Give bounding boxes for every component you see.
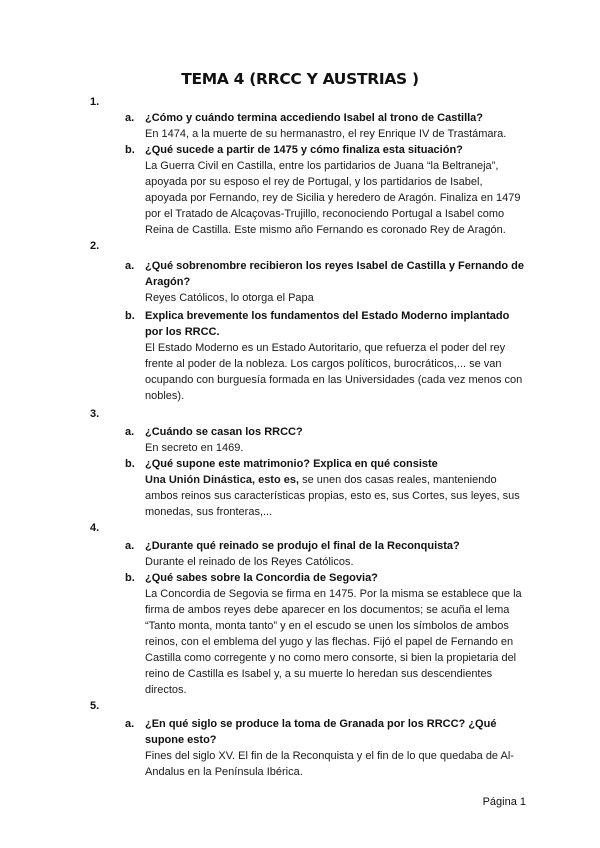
- question-item: [125, 538, 525, 570]
- question-text: ¿Qué sucede a partir de 1475 y cómo finaliza esta situación?: [145, 144, 463, 156]
- answer-text: El Estado Moderno es un Estado Autoritario, que refuerza el poder del rey frente al poder de la nobleza. Los cargos políticos, burocráticos,... se van ocupando con burguesía formada en las Universidades (cada vez menos con nobles).: [145, 342, 523, 402]
- question-item: [125, 110, 525, 142]
- answer-text: Reyes Católicos, lo otorga el Papa: [145, 292, 314, 304]
- questions-list: [0, 94, 600, 780]
- section-number: 5.: [90, 700, 100, 712]
- question-letter: b.: [125, 310, 135, 322]
- question-item: [125, 570, 525, 698]
- question-text: Explica brevemente los fundamentos del Estado Moderno implantado por los RRCC.: [145, 310, 510, 338]
- question-text: ¿Cómo y cuándo termina accediendo Isabel al trono de Castilla?: [145, 112, 484, 124]
- answer-text: La Guerra Civil en Castilla, entre los partidarios de Juana “la Beltraneja”, apoyada por su esposo el rey de Portugal, y los partidarios de Isabel, apoyada por Fernando, rey de Sicilia y heredero de Aragón. Finaliza en 1479 por el Tratado de Alcaçovas-Trujillo, reconociendo Portugal a Isabel como Reina de Castilla. Este mismo año Fernando es coronado Rey de Aragón.: [145, 160, 521, 236]
- section-number: 2.: [90, 240, 100, 252]
- answer-emphasis: Una Unión Dinástica, esto es,: [145, 474, 300, 486]
- section-number: 4.: [90, 522, 100, 534]
- question-letter: b.: [125, 458, 135, 470]
- question-letter: a.: [125, 718, 135, 730]
- question-text: ¿Qué sobrenombre recibieron los reyes Isabel de Castilla y Fernando de Aragón?: [145, 260, 525, 288]
- page-number: Página 1: [482, 796, 526, 808]
- question-letter: a.: [125, 426, 135, 438]
- answer-text: En 1474, a la muerte de su hermanastro, el rey Enrique IV de Trastámara.: [145, 128, 507, 140]
- page-title: TEMA 4 (RRCC Y AUSTRIAS ): [181, 70, 419, 88]
- question-item: [125, 424, 525, 456]
- answer-text: En secreto en 1469.: [145, 442, 244, 454]
- question-letter: a.: [125, 260, 135, 272]
- question-text: ¿En qué siglo se produce la toma de Granada por los RRCC? ¿Qué supone esto?: [145, 718, 497, 746]
- question-letter: b.: [125, 144, 135, 156]
- question-letter: a.: [125, 540, 135, 552]
- question-item: [125, 716, 525, 780]
- question-item: [125, 142, 525, 238]
- question-letter: b.: [125, 572, 135, 584]
- question-text: ¿Qué sabes sobre la Concordia de Segovia?: [145, 572, 378, 584]
- section-number: 1.: [90, 96, 100, 108]
- answer-text: Durante el reinado de los Reyes Católicos.: [145, 556, 354, 568]
- question-text: ¿Qué supone este matrimonio? Explica en qué consiste: [145, 458, 438, 470]
- question-item: [125, 308, 525, 404]
- question-item: [125, 258, 525, 306]
- section-number: 3.: [90, 408, 100, 420]
- question-text: ¿Durante qué reinado se produjo el final de la Reconquista?: [145, 540, 460, 552]
- answer-continuation: se unen dos casas reales, manteniendo ambos reinos sus características propias, esto es, sus Cortes, sus leyes, sus monedas, sus fronteras,...: [145, 474, 520, 518]
- question-letter: a.: [125, 112, 135, 124]
- answer-text: La Concordia de Segovia se firma en 1475. Por la misma se establece que la firma de ambos reyes debe aparecer en los documentos; se acuña el lema “Tanto monta, monta tanto” y en el escudo se unen los símbolos de ambos reinos, con el emblema del yugo y las flechas. Fijó el papel de Fernando en Castilla como corregente y no como mero consorte, si bien la propietaria del reino de Castilla es Isabel y, a su muerte lo heredan sus descendientes directos.: [145, 588, 522, 696]
- answer-text: [145, 472, 525, 520]
- answer-text: Fines del siglo XV. El fin de la Reconquista y el fin de lo que quedaba de Al-Andalus en la Península Ibérica.: [145, 750, 514, 778]
- question-item: [125, 456, 525, 520]
- question-text: ¿Cuándo se casan los RRCC?: [145, 426, 303, 438]
